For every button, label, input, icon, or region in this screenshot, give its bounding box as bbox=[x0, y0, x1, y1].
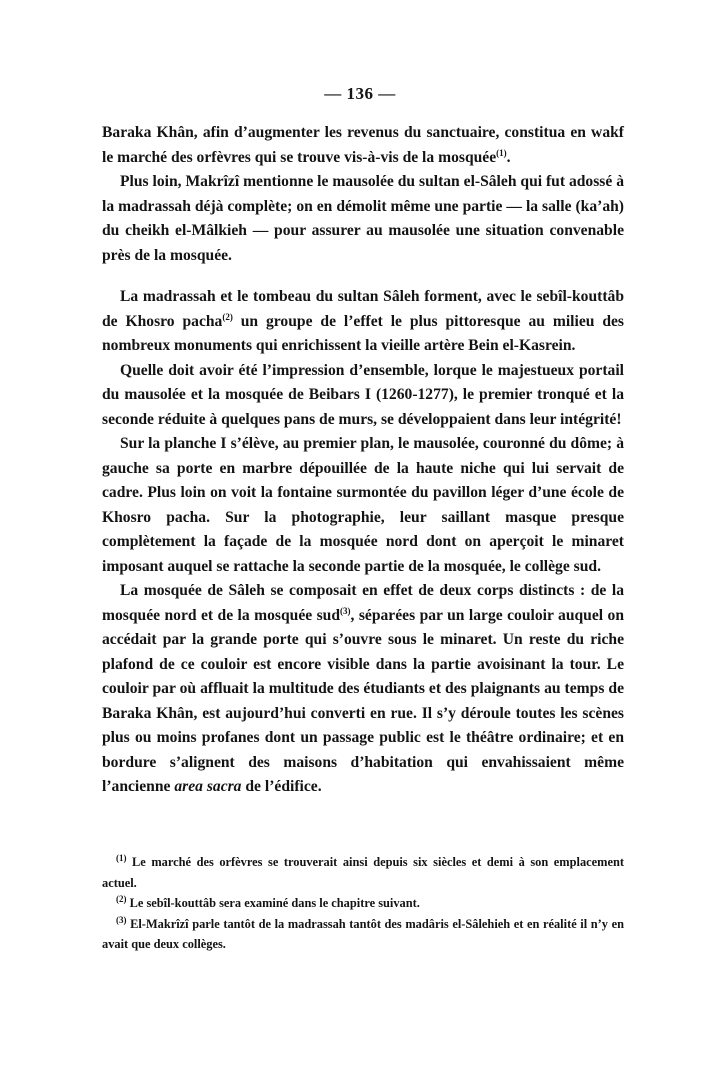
paragraph-6-text-a: La mosquée de Sâleh se composait en effet de deux corps distincts : de la mosquée nord et de la mosquée sud bbox=[102, 582, 624, 624]
footnote-2 bbox=[102, 893, 624, 914]
paragraph-3 bbox=[102, 285, 624, 359]
footnote-1 bbox=[102, 852, 624, 893]
footnotes bbox=[102, 852, 624, 955]
footnote-ref-2: (2) bbox=[222, 311, 233, 322]
paragraph-3-text-a: La madrassah et le tombeau du sultan Sâleh forment, avec le sebîl-kouttâb de Khosro pacha bbox=[102, 288, 624, 330]
footnote-1-text: Le marché des orfèvres se trouverait ainsi depuis six siècles et demi à son emplacement actuel. bbox=[102, 855, 624, 890]
paragraph-3-text-b: un groupe de l’effet le plus pittoresque au milieu des nombreux monuments qui enrichissent la vieille artère Bein el-Kasrein. bbox=[102, 312, 624, 354]
paragraph-2: Plus loin, Makrîzî mentionne le mausolée du sultan el-Sâleh qui fut adossé à la madrassah déjà complète; on en démolit même une partie — la salle (ka’ah) du cheikh el-Mâlkieh — pour assurer au mausolée une situation convenable près de la mosquée. bbox=[102, 173, 624, 264]
footnote-ref-1: (1) bbox=[496, 147, 507, 158]
text-block-upper bbox=[102, 121, 624, 268]
paragraph-6-text-b: , séparées par un large couloir auquel on accédait par la grande porte qui s’ouvre sous le minaret. Un reste du riche plafond de ce couloir est encore visible dans la partie avoisinant la tour. Le couloir par où affluait la multitude des étudiants et des plaignants au temps de Baraka Khân, est aujourd’hui converti en rue. Il s’y déroule toutes les scènes plus ou moins profanes dont un passage public est le théâtre ordinaire; et en bordure s’alignent des maisons d’habitation qui envahissaient même l’ancienne bbox=[102, 606, 624, 795]
footnote-ref-3: (3) bbox=[340, 605, 351, 616]
footnote-3 bbox=[102, 914, 624, 955]
footnote-2-mark: (2) bbox=[116, 893, 127, 904]
footnote-3-text: El-Makrîzî parle tantôt de la madrassah tantôt des madâris el-Sâlehieh et en réalité il n’y en avait que deux collèges. bbox=[102, 916, 624, 951]
paragraph-1 bbox=[102, 121, 624, 170]
footnote-2-text: Le sebîl-kouttâb sera examiné dans le chapitre suivant. bbox=[126, 896, 420, 910]
paragraph-4: Quelle doit avoir été l’impression d’ensemble, lorque le majestueux portail du mausolée et la mosquée de Beibars I (1260-1277), le premier tronqué et la seconde réduite à quelques pans de murs, se développaient dans leur intégrité! bbox=[102, 361, 624, 428]
paragraph-6-text-c: de l’édifice. bbox=[241, 778, 322, 795]
text-block-lower bbox=[102, 285, 624, 800]
footnote-1-mark: (1) bbox=[116, 852, 127, 863]
area-sacra-italic: area sacra bbox=[174, 778, 242, 795]
page-number: — 136 — bbox=[324, 84, 396, 103]
footnote-3-mark: (3) bbox=[116, 914, 127, 925]
paragraph-5: Sur la planche I s’élève, au premier plan, le mausolée, couronné du dôme; à gauche sa porte en marbre dépouillée de la haute niche qui lui servait de cadre. Plus loin on voit la fontaine surmontée du pavillon léger d’une école de Khosro pacha. Sur la photographie, leur saillant masque presque complètement la façade de la mosquée nord dont on aperçoit le minaret imposant auquel se rattache la seconde partie de la mosquée, le collège sud. bbox=[102, 435, 624, 575]
paragraph-6 bbox=[102, 579, 624, 800]
paragraph-1-text: Baraka Khân, afin d’augmenter les revenus du sanctuaire, constitua en wakf le marché des orfèvres qui se trouve vis-à-vis de la mosquée bbox=[102, 124, 624, 166]
paragraph-1-end: . bbox=[506, 148, 511, 166]
